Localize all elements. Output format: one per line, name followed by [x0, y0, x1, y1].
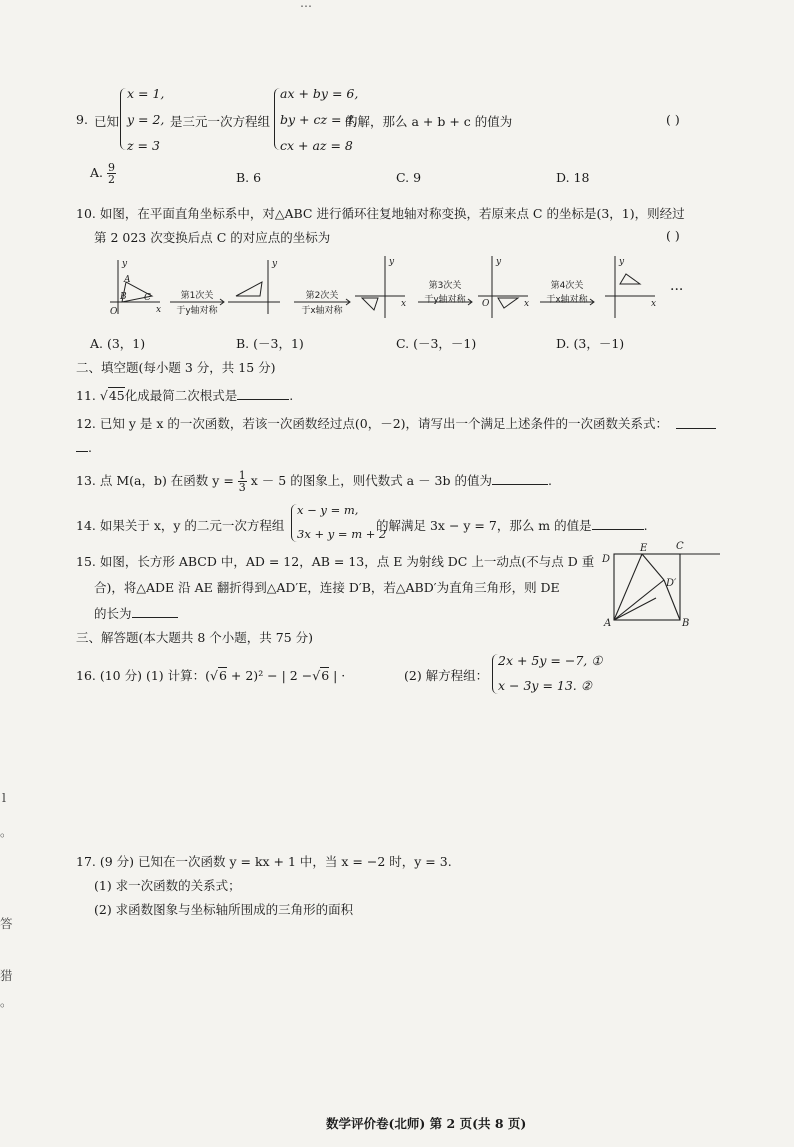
q9-option-a [90, 162, 116, 185]
q13-num: 1 [238, 469, 246, 482]
q10-graph4-y: y [496, 257, 502, 267]
q11-end: . [289, 388, 294, 403]
q10-step1-top: 第1次关 [180, 291, 214, 301]
q11: 11. √45化成最简二次根式是 . [76, 388, 294, 403]
q14-post [376, 516, 648, 534]
q10-option-c: C. (－3，－1) [396, 336, 477, 351]
q10-option-d: D. (3，－1) [556, 336, 625, 351]
q15-label-c: C [676, 541, 684, 552]
margin-mark-4: 猎 [0, 968, 13, 983]
q10-graph5-x: x [651, 299, 657, 309]
q10-transform-diagram [100, 252, 700, 328]
q10-graph1-c: C [144, 293, 151, 303]
q14-pre: 14. 如果关于 x，y 的二元一次方程组 [76, 518, 285, 533]
q16-part-2-pre: (2) 解方程组： [404, 668, 489, 683]
q11-radicand: 45 [108, 388, 125, 403]
q15-label-d: D [602, 554, 611, 565]
q9-option-d: D. 18 [556, 170, 590, 185]
q16-radicand-1: 6 [218, 668, 227, 683]
q9-prefix: 已知 [94, 114, 120, 129]
q10-graph5-y: y [619, 257, 625, 267]
q10-option-a: A. (3，1) [90, 336, 146, 351]
q14-answer-blank[interactable] [592, 529, 644, 530]
q9-paren: ( ) [666, 112, 680, 127]
q13-pre: 13. 点 M(a，b) 在函数 y = [76, 473, 234, 488]
margin-mark-5: 。 [0, 994, 13, 1009]
q10-step3-top: 第3次关 [428, 281, 462, 291]
top-scribble: … [300, 0, 312, 10]
q9-suffix: 的解，那么 a + b + c 的值为 [345, 114, 513, 129]
q12-continuation [76, 440, 92, 455]
q10-graph1-x: x [156, 305, 162, 315]
q15-line-3-text: 的长为 [94, 606, 132, 621]
q9-option-a-den: 2 [108, 173, 115, 186]
q10-graph1-a: A [124, 275, 131, 285]
q15-line-3 [94, 604, 178, 622]
q15-rectangle-diagram [596, 538, 726, 630]
q13 [76, 470, 552, 493]
q10-graph1-y: y [122, 259, 128, 269]
q10-graph2-y: y [272, 259, 278, 269]
q9-option-c: C. 9 [396, 170, 422, 185]
q9-sol-1: x = 1, [127, 86, 165, 101]
q10-graph1-b: B [120, 292, 127, 302]
q9-number: 9. [76, 112, 88, 127]
q15-line-2: 合)，将△ADE 沿 AE 翻折得到△AD′E，连接 D′B，若△ABD′为直角三角形，则 DE [94, 580, 560, 595]
q14-sys-1: x − y = m, [297, 503, 359, 517]
q9-sol-3: z = 3 [127, 138, 160, 153]
q15-label-a: A [604, 618, 612, 629]
q9-sol-2: y = 2, [127, 112, 165, 127]
q13-den: 3 [238, 481, 246, 494]
q10-step1-bottom: 于y轴对称 [176, 306, 218, 316]
q11-text: 化成最简二次根式是 [124, 388, 238, 403]
q11-answer-blank[interactable] [237, 399, 289, 400]
q12-answer-blank[interactable] [676, 414, 716, 429]
margin-mark-1: l [2, 790, 6, 805]
q10-ellipsis: ··· [670, 282, 684, 298]
q15-label-e: E [640, 543, 648, 554]
q12-answer-blank-2[interactable] [76, 451, 88, 452]
q10-graph4-x: x [524, 299, 530, 309]
margin-mark-2: 。 [0, 824, 13, 839]
q10-graph3-y: y [389, 257, 395, 267]
margin-mark-3: 答 [0, 916, 13, 931]
q16-part-1-mid: + 2)² − | 2 − [226, 668, 313, 683]
q10-paren: ( ) [666, 228, 680, 243]
q15-answer-blank[interactable] [132, 617, 178, 618]
q16-sys-1: 2x + 5y = −7, ① [498, 653, 603, 668]
q14-sys-2: 3x + y = m + 2 [297, 527, 387, 541]
q10-step2-bottom: 于x轴对称 [301, 306, 343, 316]
q16-radicand-2: 6 [321, 668, 330, 683]
q10-line-1: 10. 如图，在平面直角坐标系中，对△ABC 进行循环往复地轴对称变换，若原来点 C 的坐标是(3，1)，则经过 [76, 206, 685, 221]
q15-line-1: 15. 如图，长方形 ABCD 中，AD = 12，AB = 13，点 E 为射线 DC 上一动点(不与点 D 重 [76, 554, 595, 569]
q9-sys-1: ax + by = 6, [280, 86, 359, 101]
q9-brace-1 [120, 88, 126, 150]
q10-line-2: 第 2 023 次变换后点 C 的对应点的坐标为 [94, 230, 331, 245]
q14-end: . [643, 518, 648, 533]
q10-step4-top: 第4次关 [550, 281, 584, 291]
section-2-heading: 二、填空题(每小题 3 分，共 15 分) [76, 360, 276, 375]
q11-number: 11. [76, 388, 96, 403]
q10-option-b: B. (－3，1) [236, 336, 304, 351]
q17-sub-2: (2) 求函数图象与坐标轴所围成的三角形的面积 [94, 902, 354, 917]
q13-end: . [548, 473, 552, 488]
q16-sys-2: x − 3y = 13. ② [498, 678, 592, 693]
q15-label-b: B [682, 618, 690, 629]
q17-sub-1: (1) 求一次函数的关系式； [94, 878, 241, 893]
q12-text: 12. 已知 y 是 x 的一次函数，若该一次函数经过点(0，－2)，请写出一个满足上述条件的一次函数关系式： [76, 416, 669, 431]
q10-step3-bottom: 于y轴对称 [424, 295, 466, 305]
q9-mid: 是三元一次方程组 [170, 114, 271, 129]
q17-line-1: 17. (9 分) 已知在一次函数 y = kx + 1 中，当 x = −2 时，y = 3. [76, 854, 452, 869]
q9-sys-2: by + cz = 4, [280, 112, 358, 127]
q14-post-text: 的解满足 3x − y = 7，那么 m 的值是 [376, 518, 592, 533]
q10-step2-top: 第2次关 [305, 291, 339, 301]
q10-step4-bottom: 于x轴对称 [546, 295, 588, 305]
q13-post: x － 5 的图象上，则代数式 a － 3b 的值为 [250, 473, 492, 488]
page-footer: 数学评价卷(北师) 第 2 页(共 8 页) [326, 1116, 527, 1131]
q12-end: . [88, 440, 92, 455]
q9-option-b: B. 6 [236, 170, 262, 185]
q10-graph1-o: O [110, 307, 118, 317]
q9-option-a-label: A. [90, 165, 104, 180]
q16-part-1: 16. (10 分) (1) 计算：(√6 + 2)² − | 2 −√6 | · [76, 668, 346, 683]
q16-part-1-end: | · [329, 668, 346, 683]
q9-option-a-num: 9 [108, 161, 115, 174]
q10-graph4-o: O [482, 299, 490, 309]
q9-sys-3: cx + az = 8 [280, 138, 353, 153]
q13-answer-blank[interactable] [492, 484, 548, 485]
q10-graph3-x: x [401, 299, 407, 309]
section-3-heading: 三、解答题(本大题共 8 个小题，共 75 分) [76, 630, 314, 645]
q15-label-dprime: D′ [666, 578, 677, 589]
q16-part-1-pre: 16. (10 分) (1) 计算：( [76, 668, 211, 683]
